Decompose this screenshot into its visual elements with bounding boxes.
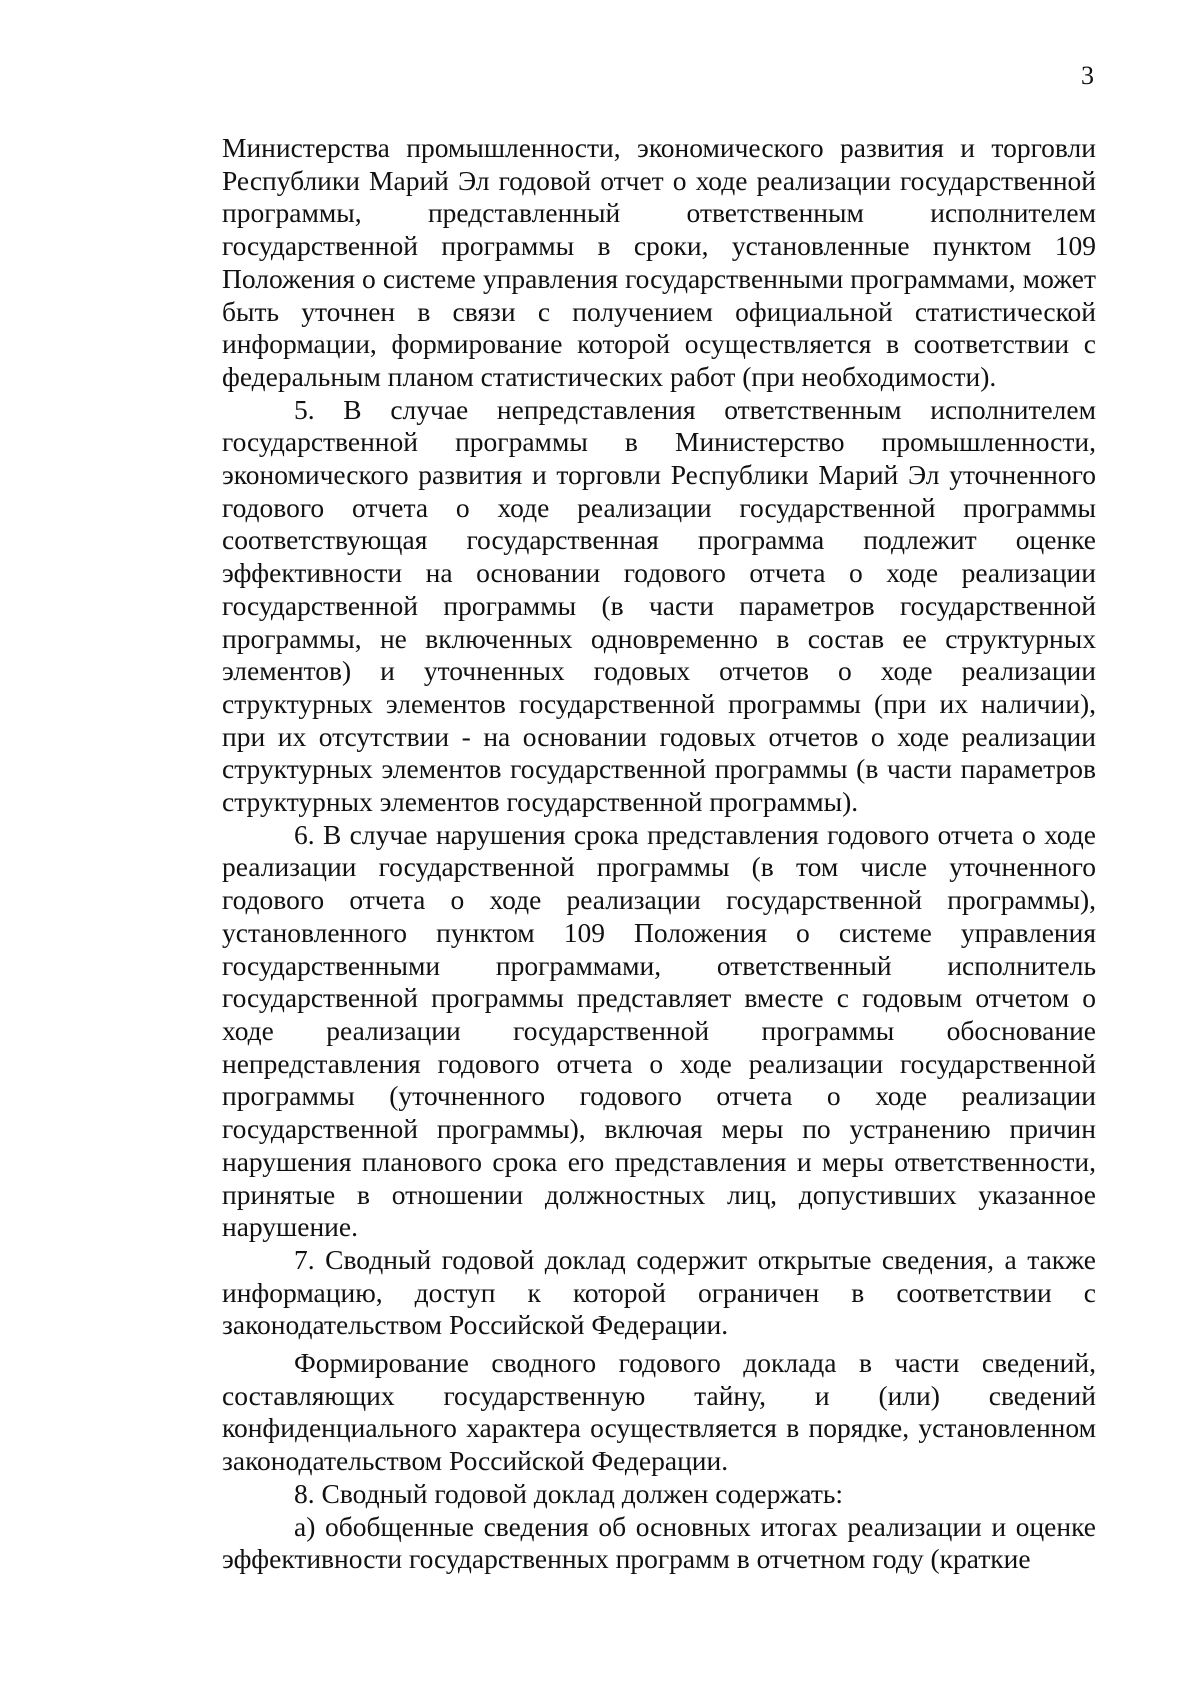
paragraph-item-5: 5. В случае непредставления ответственным исполнителем государственной программы в Министерство промышленности, экономического развития и торговли Республики Марий Эл уточненного годового отчета о ходе реализации государственной программы соответствующая государственная программа подлежит оценке эффективности на основании годового отчета о ходе реализации государственной программы (в части параметров государственной программы, не включенных одновременно в состав ее структурных элементов) и уточненных годовых отчетов о ходе реализации структурных элементов государственной программы (при их наличии), при их отсутствии - на основании годовых отчетов о ходе реализации структурных элементов государственной программы (в части параметров структурных элементов государственной программы).	[222, 393, 1096, 818]
document-body	[222, 132, 1096, 1576]
paragraph-item-6: 6. В случае нарушения срока представления годового отчета о ходе реализации государственной программы (в том числе уточненного годового отчета о ходе реализации государственной программы), установленного пунктом 109 Положения о системе управления государственными программами, ответственный исполнитель государственной программы представляет вместе с годовым отчетом о ходе реализации государственной программы обоснование непредставления годового отчета о ходе реализации государственной программы (уточненного годового отчета о ходе реализации государственной программы), включая меры по устранению причин нарушения планового срока его представления и меры ответственности, принятые в отношении должностных лиц, допустивших указанное нарушение.	[222, 818, 1096, 1243]
paragraph-continuation: Министерства промышленности, экономического развития и торговли Республики Марий Эл годовой отчет о ходе реализации государственной программы, представленный ответственным исполнителем государственной программы в сроки, установленные пунктом 109 Положения о системе управления государственными программами, может быть уточнен в связи с получением официальной статистической информации, формирование которой осуществляется в соответствии с федеральным планом статистических работ (при необходимости).	[222, 132, 1096, 392]
paragraph-item-8a: а) обобщенные сведения об основных итогах реализации и оценке эффективности государственных программ в отчетном году (краткие	[222, 1510, 1096, 1575]
paragraph-item-8: 8. Сводный годовой доклад должен содержать:	[294, 1477, 844, 1509]
page-number: 3	[1081, 61, 1094, 90]
paragraph-secret-info: Формирование сводного годового доклада в части сведений, составляющих государственную тайну, и (или) сведений конфиденциального характера осуществляется в порядке, установленном законодательством Российской Федерации.	[222, 1347, 1096, 1477]
paragraph-item-7: 7. Сводный годовой доклад содержит открытые сведения, а также информацию, доступ к которой ограничен в соответствии с законодательством Российской Федерации.	[222, 1243, 1096, 1341]
